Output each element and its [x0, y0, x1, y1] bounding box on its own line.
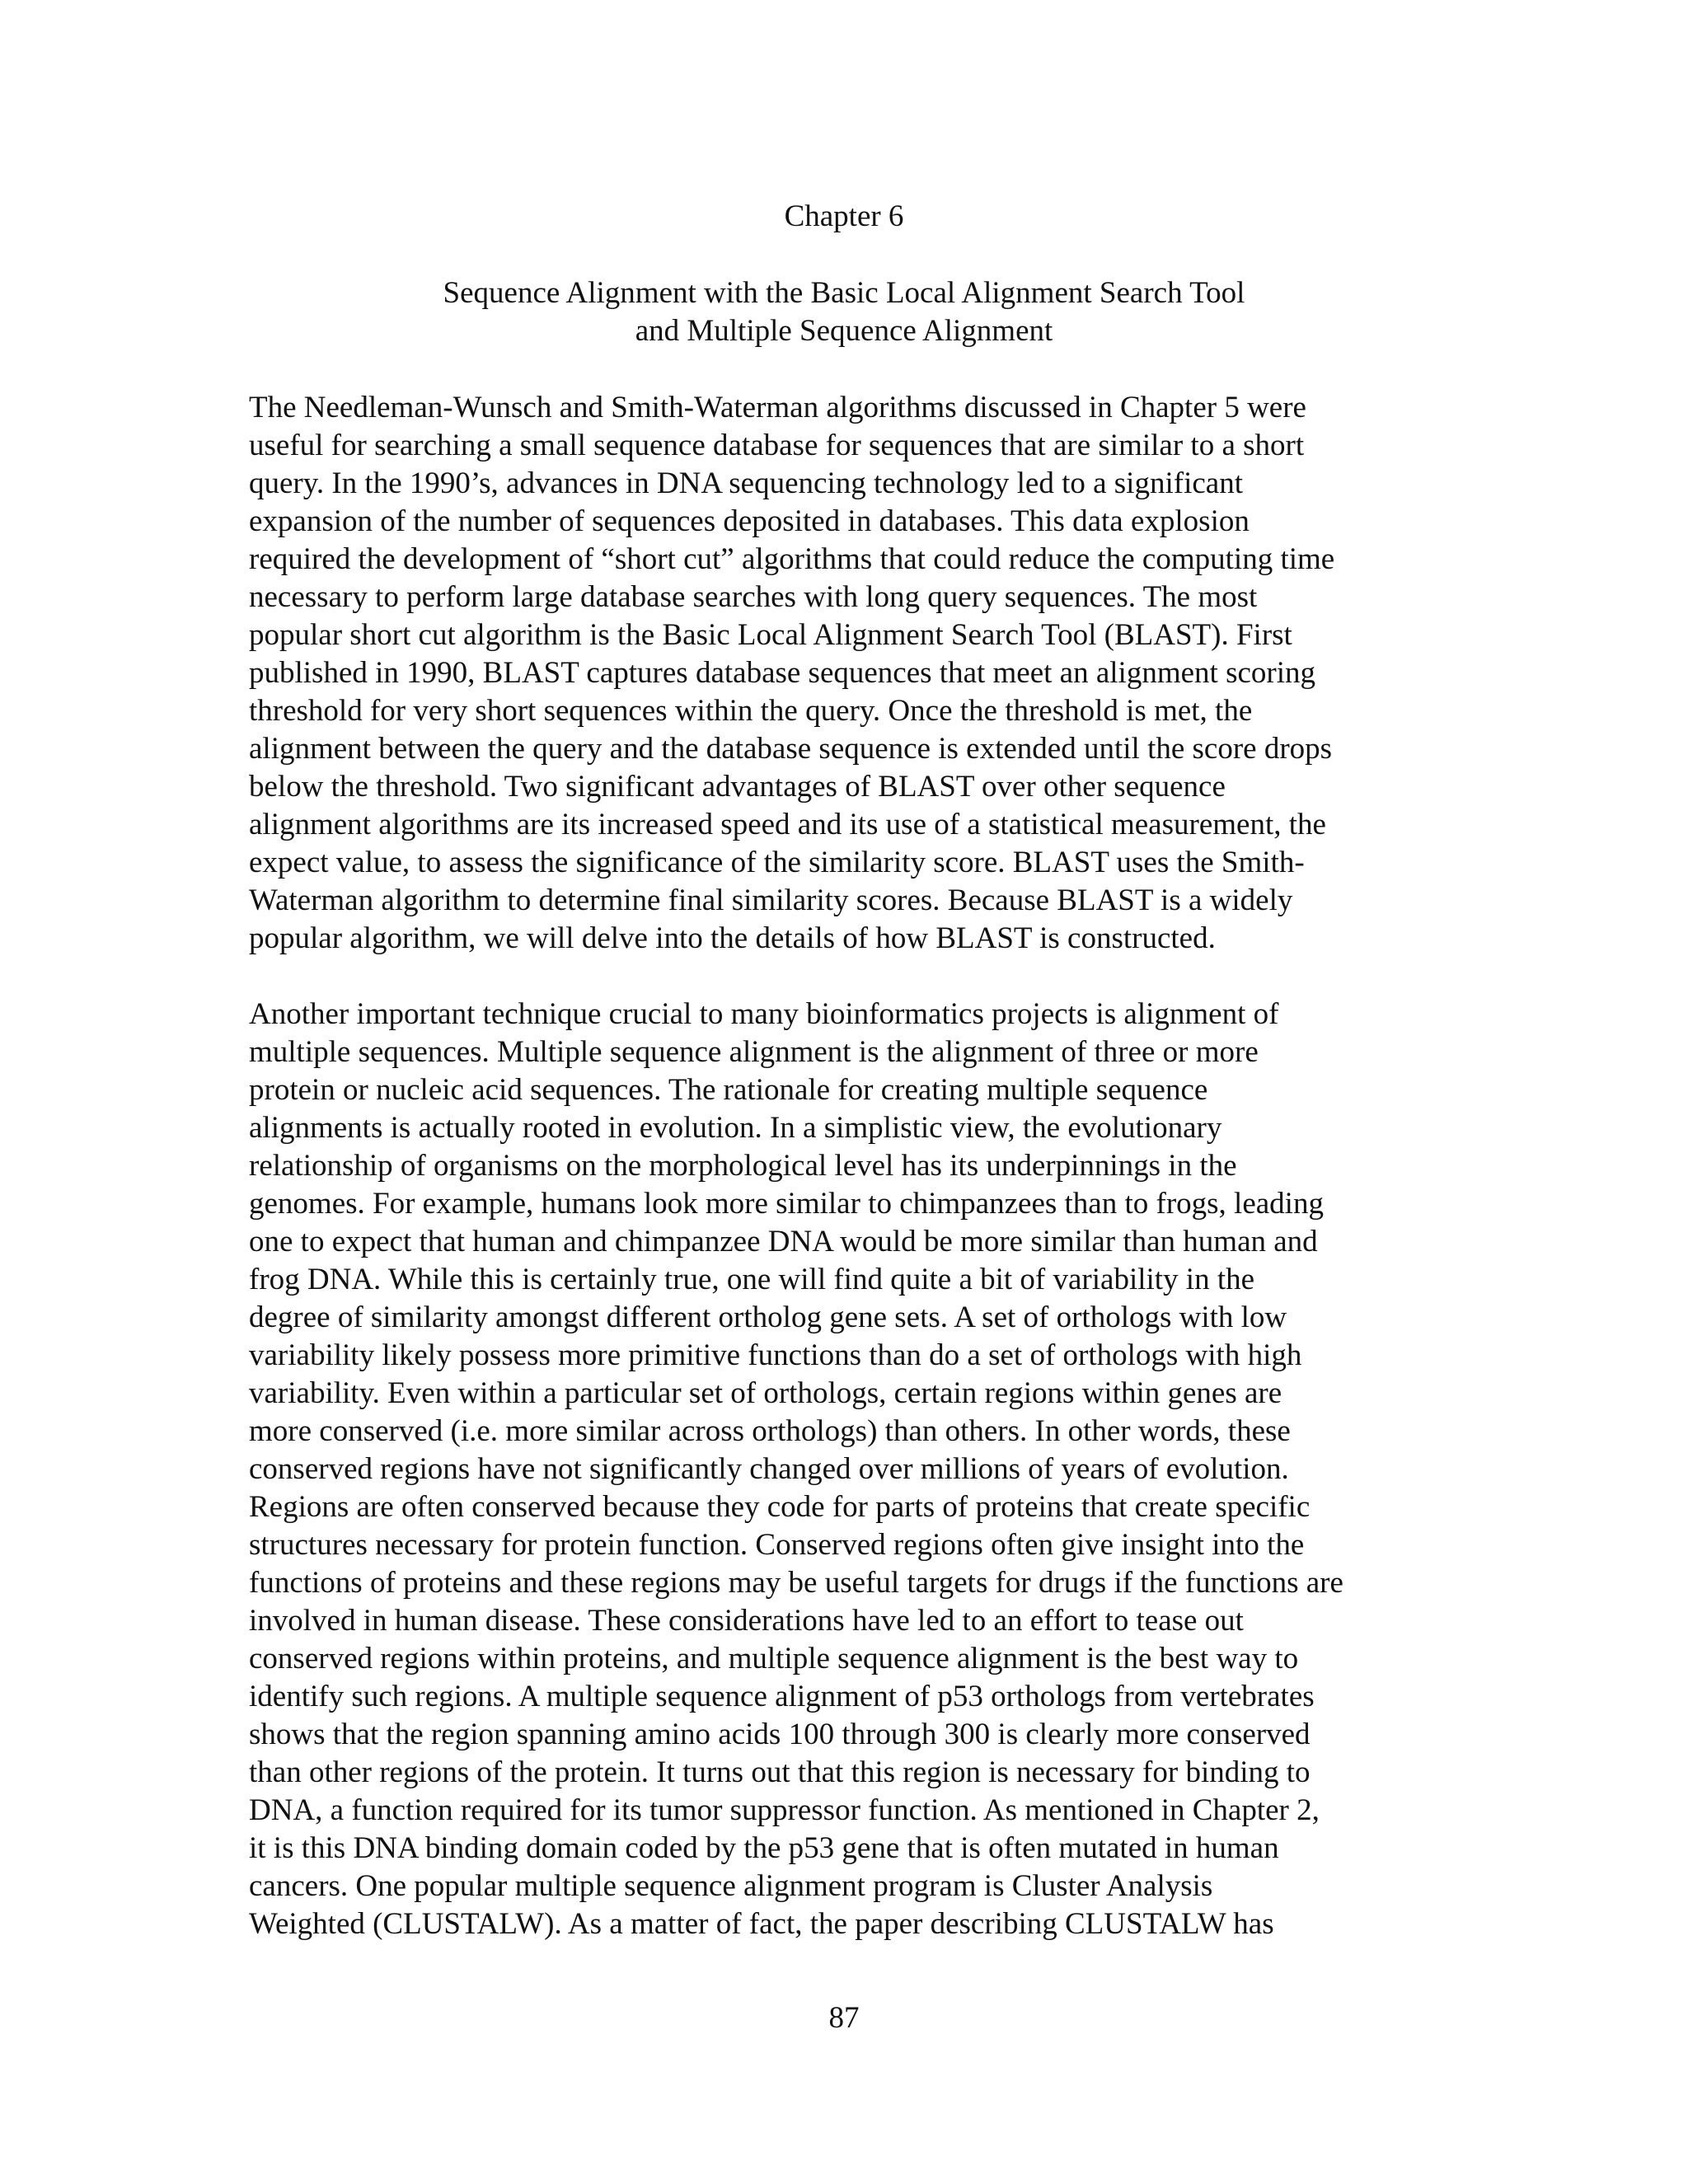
page-number: 87 — [828, 2001, 860, 2035]
text-line: cancers. One popular multiple sequence alignment program is Cluster Analysis — [249, 1869, 1213, 1903]
chapter-label: Chapter 6 — [784, 199, 904, 233]
text-line: published in 1990, BLAST captures database sequences that meet an alignment scoring — [249, 656, 1315, 690]
text-line: variability. Even within a particular set of orthologs, certain regions within genes are — [249, 1376, 1282, 1410]
text-line: frog DNA. While this is certainly true, one will find quite a bit of variability in the — [249, 1263, 1255, 1296]
text-line: genomes. For example, humans look more similar to chimpanzees than to frogs, leading — [249, 1187, 1324, 1221]
text-line: than other regions of the protein. It turns out that this region is necessary for binding to — [249, 1755, 1311, 1789]
text-line: functions of proteins and these regions may be useful targets for drugs if the functions are — [249, 1566, 1343, 1600]
text-line: Regions are often conserved because they code for parts of proteins that create specific — [249, 1490, 1311, 1524]
text-line: alignments is actually rooted in evolution. In a simplistic view, the evolutionary — [249, 1111, 1222, 1145]
text-line: The Needleman-Wunsch and Smith-Waterman algorithms discussed in Chapter 5 were — [249, 391, 1306, 424]
text-line: necessary to perform large database searches with long query sequences. The most — [249, 580, 1258, 614]
text-line: expect value, to assess the significance of the similarity score. BLAST uses the Smith- — [249, 846, 1305, 879]
text-line: it is this DNA binding domain coded by the p53 gene that is often mutated in human — [249, 1831, 1279, 1865]
text-line: expansion of the number of sequences deposited in databases. This data explosion — [249, 504, 1250, 538]
text-line: DNA, a function required for its tumor suppressor function. As mentioned in Chapter 2, — [249, 1793, 1320, 1827]
text-line: variability likely possess more primitive functions than do a set of orthologs with high — [249, 1338, 1302, 1372]
text-line: identify such regions. A multiple sequence alignment of p53 orthologs from vertebrates — [249, 1680, 1315, 1713]
text-line: degree of similarity amongst different ortholog gene sets. A set of orthologs with low — [249, 1301, 1287, 1334]
chapter-title-line: and Multiple Sequence Alignment — [635, 314, 1053, 348]
text-line: involved in human disease. These considerations have led to an effort to tease out — [249, 1604, 1244, 1638]
body-text — [249, 389, 1452, 1981]
text-line: one to expect that human and chimpanzee DNA would be more similar than human and — [249, 1225, 1318, 1258]
text-line: Waterman algorithm to determine final similarity scores. Because BLAST is a widely — [249, 883, 1293, 917]
text-line: shows that the region spanning amino acids 100 through 300 is clearly more conserved — [249, 1718, 1311, 1751]
text-line: structures necessary for protein function. Conserved regions often give insight into the — [249, 1528, 1305, 1562]
text-line: conserved regions have not significantly changed over millions of years of evolution. — [249, 1452, 1289, 1486]
text-line: alignment between the query and the database sequence is extended until the score drops — [249, 732, 1333, 766]
text-line: useful for searching a small sequence database for sequences that are similar to a short — [249, 429, 1305, 462]
text-line: alignment algorithms are its increased speed and its use of a statistical measurement, the — [249, 808, 1326, 841]
text-line: conserved regions within proteins, and multiple sequence alignment is the best way to — [249, 1642, 1299, 1675]
paragraph — [249, 996, 1452, 1943]
text-line: Another important technique crucial to many bioinformatics projects is alignment of — [249, 997, 1279, 1031]
text-line: popular algorithm, we will delve into the details of how BLAST is constructed. — [249, 921, 1216, 955]
text-line: more conserved (i.e. more similar across orthologs) than others. In other words, these — [249, 1414, 1291, 1448]
text-line: protein or nucleic acid sequences. The rationale for creating multiple sequence — [249, 1073, 1208, 1107]
text-line: below the threshold. Two significant advantages of BLAST over other sequence — [249, 770, 1226, 804]
chapter-title — [0, 274, 1688, 350]
text-line: query. In the 1990’s, advances in DNA sequencing technology led to a significant — [249, 466, 1243, 500]
chapter-title-line: Sequence Alignment with the Basic Local Alignment Search Tool — [443, 276, 1245, 310]
text-line: popular short cut algorithm is the Basic Local Alignment Search Tool (BLAST). First — [249, 618, 1292, 652]
text-line: Weighted (CLUSTALW). As a matter of fact, the paper describing CLUSTALW has — [249, 1907, 1274, 1941]
text-line: multiple sequences. Multiple sequence alignment is the alignment of three or more — [249, 1035, 1259, 1069]
text-line: required the development of “short cut” algorithms that could reduce the computing time — [249, 542, 1335, 576]
text-line: threshold for very short sequences within the query. Once the threshold is met, the — [249, 694, 1253, 728]
text-line: relationship of organisms on the morphological level has its underpinnings in the — [249, 1149, 1237, 1183]
paragraph — [249, 389, 1452, 958]
